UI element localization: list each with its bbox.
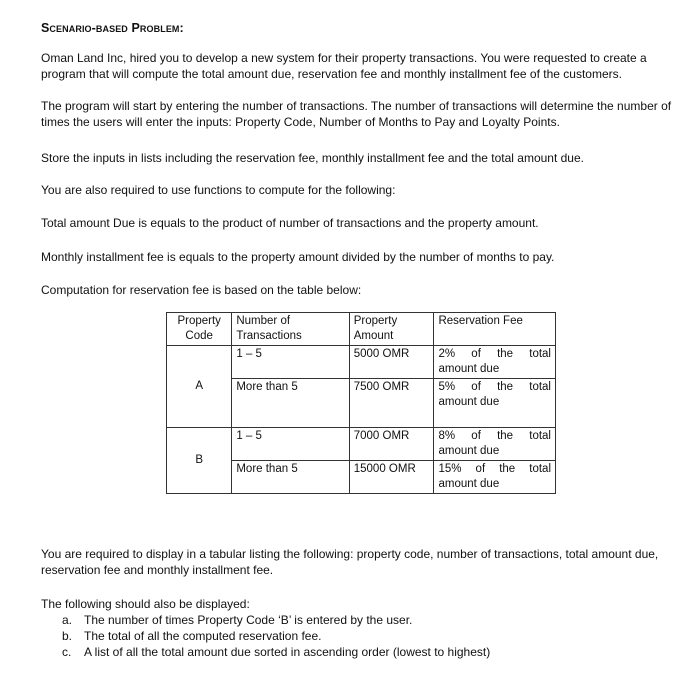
cell-reservation-fee: 15% of the total amount due [434,461,556,494]
cell-reservation-fee: 2% of the total amount due [434,346,556,379]
list-marker: b. [62,629,73,643]
reservation-fee-table [166,312,556,494]
header-property-amount: Property Amount [349,313,434,346]
paragraph-computation: Computation for reservation fee is based on the table below: [41,283,362,297]
cell-reservation-fee: 5% of the total amount due [434,379,556,428]
cell-property-amount: 5000 OMR [349,346,434,379]
section-heading: Scenario-based Problem: [41,21,184,35]
cell-transactions: More than 5 [232,461,349,494]
list-item-text: The number of times Property Code ‘B’ is entered by the user. [84,613,413,627]
list-item [62,628,662,644]
paragraph-monthly-fee: Monthly installment fee is equals to the property amount divided by the number of months to pay. [41,250,555,264]
table-row [167,346,556,379]
paragraph-also-displayed: The following should also be displayed: [41,597,250,611]
header-reservation-fee: Reservation Fee [434,313,556,346]
cell-property-amount: 7500 OMR [349,379,434,428]
list-item-text: A list of all the total amount due sorted in ascending order (lowest to highest) [84,645,491,659]
header-property-code: Property Code [167,313,232,346]
list-item [62,612,662,628]
list-marker: a. [62,613,73,627]
paragraph-total-due: Total amount Due is equals to the product of number of transactions and the property amount. [41,216,539,230]
cell-property-code-a: A [167,346,232,428]
list-item [62,644,662,660]
table-row [167,428,556,461]
paragraph-store: Store the inputs in lists including the reservation fee, monthly installment fee and the total amount due. [41,151,584,165]
requirements-list [62,612,662,660]
paragraph-start: The program will start by entering the number of transactions. The number of transactions will determine the number of times the users will enter the inputs: Property Code, Number of Months to Pay and Loyalty Points. [41,99,672,129]
cell-property-amount: 7000 OMR [349,428,434,461]
table-header-row [167,313,556,346]
list-marker: c. [62,645,72,659]
cell-transactions: 1 – 5 [232,428,349,461]
cell-transactions: 1 – 5 [232,346,349,379]
header-number-of-transactions: Number of Transactions [232,313,349,346]
cell-reservation-fee: 8% of the total amount due [434,428,556,461]
paragraph-intro: Oman Land Inc, hired you to develop a new system for their property transactions. You were requested to create a program that will compute the total amount due, reservation fee and monthly installment fee of the customers. [41,51,647,81]
cell-property-amount: 15000 OMR [349,461,434,494]
list-item-text: The total of all the computed reservation fee. [84,629,322,643]
paragraph-functions: You are also required to use functions to compute for the following: [41,183,396,197]
cell-transactions: More than 5 [232,379,349,428]
cell-property-code-b: B [167,428,232,494]
paragraph-display: You are required to display in a tabular listing the following: property code, number of transactions, total amount due, reservation fee and monthly installment fee. [41,547,659,577]
